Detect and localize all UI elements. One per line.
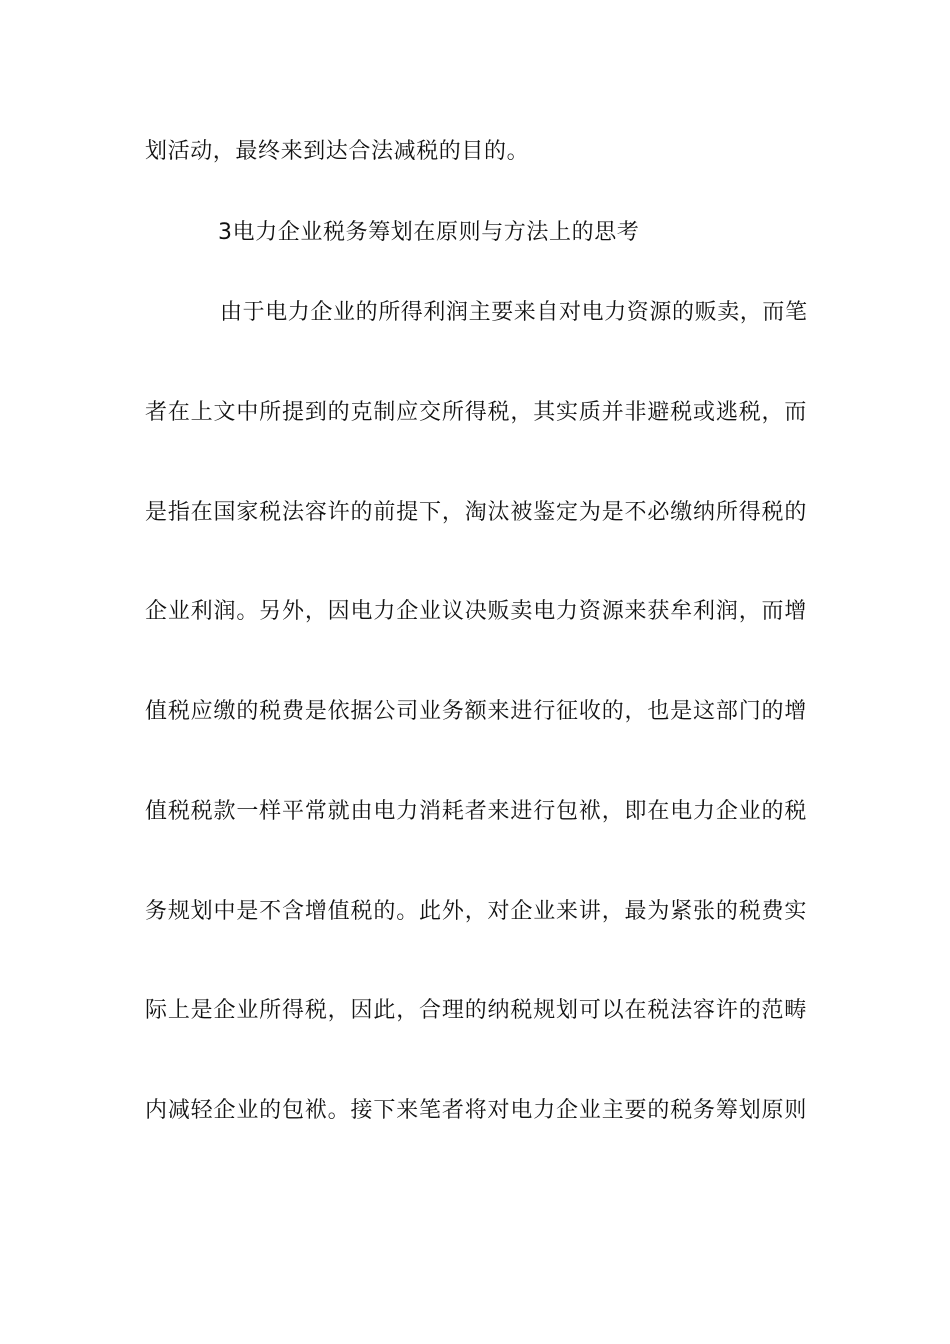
paragraph-line: 值税应缴的税费是依据公司业务额来进行征收的，也是这部门的增 (145, 699, 807, 724)
paragraph-line: 由于电力企业的所得利润主要来自对电力资源的贩卖，而笔 (220, 300, 808, 325)
paragraph-line: 企业利润。另外，因电力企业议决贩卖电力资源来获牟利润，而增 (145, 599, 807, 624)
section-heading: 3电力企业税务筹划在原则与方法上的思考 (218, 220, 640, 245)
paragraph-line: 务规划中是不含增值税的。此外，对企业来讲，最为紧张的税费实 (145, 899, 807, 924)
paragraph-line: 是指在国家税法容许的前提下，淘汰被鉴定为是不必缴纳所得税的 (145, 500, 807, 525)
paragraph-line: 际上是企业所得税，因此，合理的纳税规划可以在税法容许的范畴 (145, 998, 807, 1023)
paragraph-line: 者在上文中所提到的克制应交所得税，其实质并非避税或逃税，而 (145, 400, 807, 425)
paragraph-line: 划活动，最终来到达合法减税的目的。 (145, 139, 530, 164)
paragraph-line: 内减轻企业的包袱。接下来笔者将对电力企业主要的税务筹划原则 (145, 1098, 807, 1123)
paragraph-line: 值税税款一样平常就由电力消耗者来进行包袱，即在电力企业的税 (145, 799, 807, 824)
